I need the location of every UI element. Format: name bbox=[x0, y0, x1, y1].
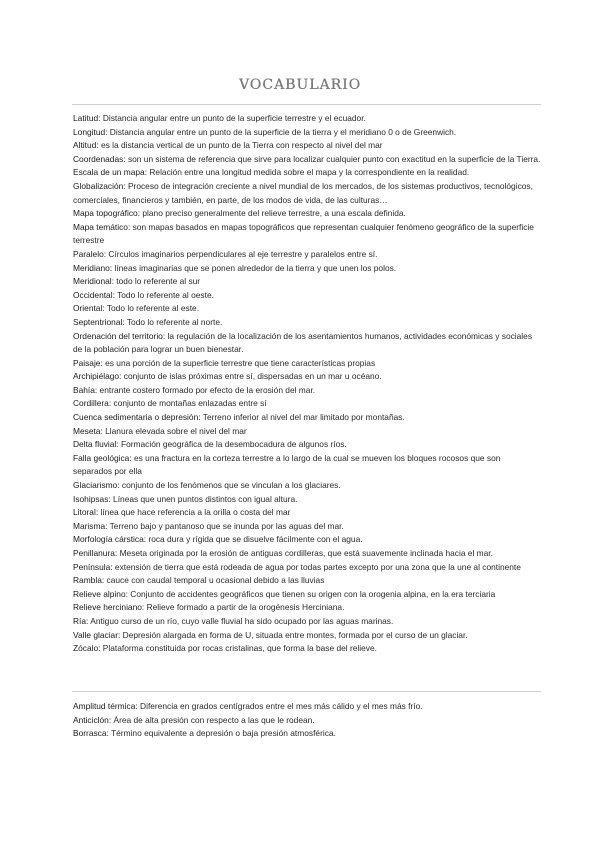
vocabulary-entry bbox=[73, 397, 541, 411]
term-separator: : bbox=[103, 248, 109, 259]
vocabulary-entry bbox=[73, 452, 541, 479]
vocabulary-term: Longitud bbox=[73, 126, 106, 137]
vocabulary-term: Amplitud térmica bbox=[73, 701, 136, 711]
term-separator: : bbox=[105, 126, 110, 137]
vocabulary-entry bbox=[73, 520, 541, 534]
vocabulary-entry bbox=[73, 700, 541, 714]
term-separator: : bbox=[86, 615, 91, 626]
vocabulary-definition: son un sistema de referencia que sirve para localizar cualquier punto con exactitud en la superficie de la Tierra. bbox=[127, 153, 541, 164]
term-separator: : bbox=[102, 303, 107, 314]
term-separator: : bbox=[112, 289, 118, 300]
vocabulary-entry bbox=[73, 316, 541, 330]
vocabulary-term: Glaciarismo bbox=[73, 480, 118, 491]
vocabulary-entry bbox=[73, 615, 541, 629]
term-separator: : bbox=[94, 384, 100, 395]
section-divider bbox=[72, 691, 541, 692]
vocabulary-definition: Antiguo curso de un río, cuyo valle fluvial ha sido ocupado por las aguas marinas. bbox=[90, 615, 394, 626]
vocabulary-term: Relieve herciniano bbox=[73, 602, 142, 613]
term-separator: : bbox=[114, 548, 120, 558]
vocabulary-definition: Área de alta presión con respecto a las que le rodean. bbox=[113, 714, 315, 725]
vocabulary-term: Valle glaciar bbox=[73, 629, 118, 640]
term-separator: : bbox=[111, 276, 117, 287]
vocabulary-entry bbox=[73, 302, 541, 316]
vocabulary-term: Archipiélago bbox=[73, 371, 120, 382]
vocabulary-term: Morfología cárstica bbox=[73, 534, 144, 545]
vocabulary-entry bbox=[73, 248, 541, 262]
vocabulary-entry bbox=[73, 262, 541, 276]
vocabulary-definition: Conjunto de accidentes geográficos que tienen su origen con la orogenia alpina, en la era terciaria bbox=[130, 588, 496, 599]
term-separator: : bbox=[125, 588, 131, 599]
vocabulary-term: Marisma bbox=[73, 520, 106, 531]
term-separator: : bbox=[108, 398, 114, 409]
vocabulary-definition: Diferencia en grados centígrados entre el mes más cálido y el mes más frío. bbox=[140, 701, 423, 711]
vocabulary-entry bbox=[73, 425, 541, 439]
vocabulary-entry bbox=[73, 384, 541, 398]
term-separator: : bbox=[96, 140, 101, 151]
vocabulary-term: Mapa topográfico bbox=[73, 208, 138, 219]
climate-vocabulary-list bbox=[73, 700, 541, 741]
vocabulary-definition: Término equivalente a depresión o baja presión atmosférica. bbox=[111, 728, 336, 739]
vocabulary-term: Coordenadas bbox=[73, 153, 124, 164]
term-separator: : bbox=[106, 728, 112, 739]
vocabulary-entry bbox=[73, 126, 541, 140]
vocabulary-term: Cuenca sedimentaria o depresión bbox=[73, 412, 199, 423]
vocabulary-definition: líneas imaginarias que se ponen alrededor de la tierra y que unen los polos. bbox=[114, 262, 397, 273]
vocabulary-definition: Terreno inferior al nivel del mar limitado por montañas. bbox=[202, 412, 405, 423]
term-separator: : bbox=[118, 629, 123, 640]
vocabulary-term: Paisaje bbox=[73, 357, 101, 368]
vocabulary-entry bbox=[73, 629, 541, 643]
title-divider bbox=[72, 104, 541, 105]
vocabulary-entry bbox=[73, 547, 541, 561]
vocabulary-definition: Relación entre una longitud medida sobre el mapa y la correspondiente en la realidad. bbox=[149, 167, 470, 178]
vocabulary-term: Globalización bbox=[73, 180, 124, 191]
term-separator: : bbox=[144, 167, 150, 178]
vocabulary-entry bbox=[73, 180, 541, 207]
vocabulary-term: Septentrional bbox=[73, 316, 123, 327]
vocabulary-definition: Formación geográfica de la desembocadura de algunos ríos. bbox=[120, 439, 347, 450]
vocabulary-definition: cauce con caudal temporal u ocasional debido a las lluvias bbox=[106, 575, 325, 586]
term-separator: : bbox=[122, 316, 127, 327]
vocabulary-definition: es una fractura en la corteza terrestre a lo largo de la cual se mueven los bloques rocosos que son separados por ella bbox=[73, 452, 501, 477]
vocabulary-definition: Depresión alargada en forma de U, situada entre montes, formada por el curso de un glaciar. bbox=[122, 629, 468, 640]
vocabulary-entry bbox=[73, 533, 541, 547]
vocabulary-term: Occidental bbox=[73, 289, 113, 300]
vocabulary-term: Escala de un mapa bbox=[73, 167, 145, 178]
vocabulary-definition: Proceso de integración creciente a nivel mundial de los mercados, de los sistemas productivos, tecnológicos, comerciales, financieros y también, en parte, de los modos de vida, de las culturas… bbox=[73, 180, 533, 205]
vocabulary-entry bbox=[73, 727, 541, 741]
vocabulary-entry bbox=[73, 574, 541, 588]
term-separator: : bbox=[127, 221, 133, 232]
term-separator: : bbox=[95, 507, 101, 518]
vocabulary-definition: extensión de tierra que está rodeada de agua por todas partes excepto por una zona que la une al continente bbox=[114, 561, 521, 572]
vocabulary-definition: Llanura elevada sobre el nivel del mar bbox=[105, 425, 247, 436]
vocabulary-term: Borrasca bbox=[73, 728, 107, 739]
vocabulary-definition: Terreno bajo y pantanoso que se inunda por las aguas del mar. bbox=[109, 520, 344, 531]
vocabulary-term: Península bbox=[73, 561, 111, 572]
vocabulary-definition: todo lo referente al sur bbox=[116, 276, 201, 287]
vocabulary-term: Rambla bbox=[73, 575, 102, 586]
vocabulary-entry bbox=[73, 411, 541, 425]
vocabulary-entry bbox=[73, 438, 541, 452]
page-title: VOCABULARIO bbox=[238, 77, 362, 93]
term-separator: : bbox=[135, 701, 141, 711]
term-separator: : bbox=[100, 357, 106, 368]
vocabulary-term: Ría bbox=[73, 615, 87, 626]
vocabulary-definition: es una porción de la superficie terrestre que tiene características propias bbox=[105, 357, 376, 368]
term-separator: : bbox=[116, 439, 121, 450]
vocabulary-entry bbox=[73, 493, 541, 507]
vocabulary-definition: son mapas basados en mapas topográficos que representan cualquier fenómeno geográfico de la superficie terrestre bbox=[73, 221, 534, 246]
term-separator: : bbox=[108, 714, 114, 725]
vocabulary-definition: Todo lo referente al oeste. bbox=[117, 289, 214, 300]
vocabulary-definition: Distancia angular entre un punto de la superficie terrestre y el ecuador. bbox=[102, 113, 366, 123]
vocabulary-definition: Meseta originada por la erosión de antiguas cordilleras, que está suavemente inclinada hacia el mar. bbox=[119, 548, 493, 558]
vocabulary-term: Isohipsas bbox=[73, 493, 109, 504]
vocabulary-term: Relieve alpino bbox=[73, 588, 126, 599]
term-separator: : bbox=[105, 520, 110, 531]
vocabulary-definition: conjunto de islas próximas entre sí, dispersadas en un mar u océano. bbox=[123, 371, 382, 382]
vocabulary-term: Paralelo bbox=[73, 248, 104, 259]
vocabulary-entry bbox=[73, 601, 541, 615]
vocabulary-term: Penillanura bbox=[73, 548, 115, 558]
term-separator: : bbox=[162, 330, 168, 341]
vocabulary-definition: conjunto de los fenómenos que se vinculan a los glaciares. bbox=[121, 480, 341, 491]
vocabulary-definition: es la distancia vertical de un punto de la Tierra con respecto al nivel del mar bbox=[100, 140, 383, 151]
vocabulary-entry bbox=[73, 275, 541, 289]
vocabulary-term: Mapa temático bbox=[73, 221, 128, 232]
term-separator: : bbox=[98, 113, 103, 123]
vocabulary-definition: roca dura y rígida que se disuelve fácilmente con el agua. bbox=[148, 534, 363, 545]
vocabulary-definition: Plataforma constituida por rocas cristalinas, que forma la base del relieve. bbox=[102, 643, 377, 654]
vocabulary-definition: la regulación de la localización de los asentamientos humanos, actividades económicas y sociales de la población para lograr un buen bienestar. bbox=[73, 330, 533, 355]
vocabulary-list bbox=[73, 112, 541, 656]
vocabulary-definition: plano preciso generalmente del relieve terrestre, a una escala definida. bbox=[142, 208, 406, 219]
vocabulary-entry bbox=[73, 642, 541, 656]
vocabulary-term: Meridional bbox=[73, 276, 112, 287]
vocabulary-definition: Todo lo referente al norte. bbox=[126, 316, 223, 327]
vocabulary-term: Cordillera bbox=[73, 398, 109, 409]
term-separator: : bbox=[108, 493, 114, 504]
vocabulary-term: Meseta bbox=[73, 425, 101, 436]
vocabulary-term: Falla geológica bbox=[73, 452, 130, 463]
vocabulary-term: Latitud bbox=[73, 113, 99, 123]
vocabulary-entry bbox=[73, 221, 541, 248]
vocabulary-entry bbox=[73, 112, 541, 126]
term-separator: : bbox=[100, 425, 106, 436]
vocabulary-definition: entrante costero formado por efecto de la erosión del mar. bbox=[99, 384, 316, 395]
vocabulary-term: Anticiclón bbox=[73, 714, 109, 725]
vocabulary-term: Altitud bbox=[73, 140, 97, 151]
vocabulary-term: Meridiano bbox=[73, 262, 110, 273]
term-separator: : bbox=[123, 153, 128, 164]
vocabulary-definition: Relieve formado a partir de la orogénesis Herciniana. bbox=[146, 602, 345, 613]
term-separator: : bbox=[123, 180, 128, 191]
term-separator: : bbox=[109, 262, 115, 273]
term-separator: : bbox=[119, 371, 124, 382]
vocabulary-entry bbox=[73, 506, 541, 520]
vocabulary-entry bbox=[73, 370, 541, 384]
vocabulary-entry bbox=[73, 561, 541, 575]
vocabulary-entry bbox=[73, 357, 541, 371]
vocabulary-term: Delta fluvial bbox=[73, 439, 117, 450]
term-separator: : bbox=[143, 534, 149, 545]
term-separator: : bbox=[98, 643, 103, 654]
term-separator: : bbox=[137, 208, 143, 219]
vocabulary-term: Oriental bbox=[73, 303, 103, 314]
vocabulary-definition: Todo lo referente al este. bbox=[106, 303, 200, 314]
vocabulary-term: Zócalo bbox=[73, 643, 99, 654]
vocabulary-definition: Líneas que unen puntos distintos con igual altura. bbox=[113, 493, 298, 504]
term-separator: : bbox=[110, 561, 115, 572]
vocabulary-entry bbox=[73, 588, 541, 602]
term-separator: : bbox=[117, 480, 122, 491]
vocabulary-entry bbox=[73, 207, 541, 221]
vocabulary-entry bbox=[73, 714, 541, 728]
vocabulary-entry bbox=[73, 479, 541, 493]
term-separator: : bbox=[129, 452, 134, 463]
vocabulary-entry bbox=[73, 153, 541, 167]
vocabulary-definition: conjunto de montañas enlazadas entre sí bbox=[113, 398, 267, 409]
vocabulary-definition: línea que hace referencia a la orilla o costa del mar bbox=[100, 507, 291, 518]
vocabulary-term: Litoral bbox=[73, 507, 96, 518]
vocabulary-definition: Círculos imaginarios perpendiculares al eje terrestre y paralelos entre sí. bbox=[108, 248, 378, 259]
term-separator: : bbox=[141, 602, 147, 613]
vocabulary-term: Ordenación del territorio bbox=[73, 330, 163, 341]
vocabulary-entry bbox=[73, 289, 541, 303]
vocabulary-entry bbox=[73, 330, 541, 357]
vocabulary-definition: Distancia angular entre un punto de la superficie de la tierra y el meridiano 0 o de Greenwich. bbox=[109, 126, 457, 137]
term-separator: : bbox=[101, 575, 107, 586]
vocabulary-entry bbox=[73, 139, 541, 153]
term-separator: : bbox=[198, 412, 203, 423]
vocabulary-entry bbox=[73, 166, 541, 180]
vocabulary-term: Bahía bbox=[73, 384, 95, 395]
